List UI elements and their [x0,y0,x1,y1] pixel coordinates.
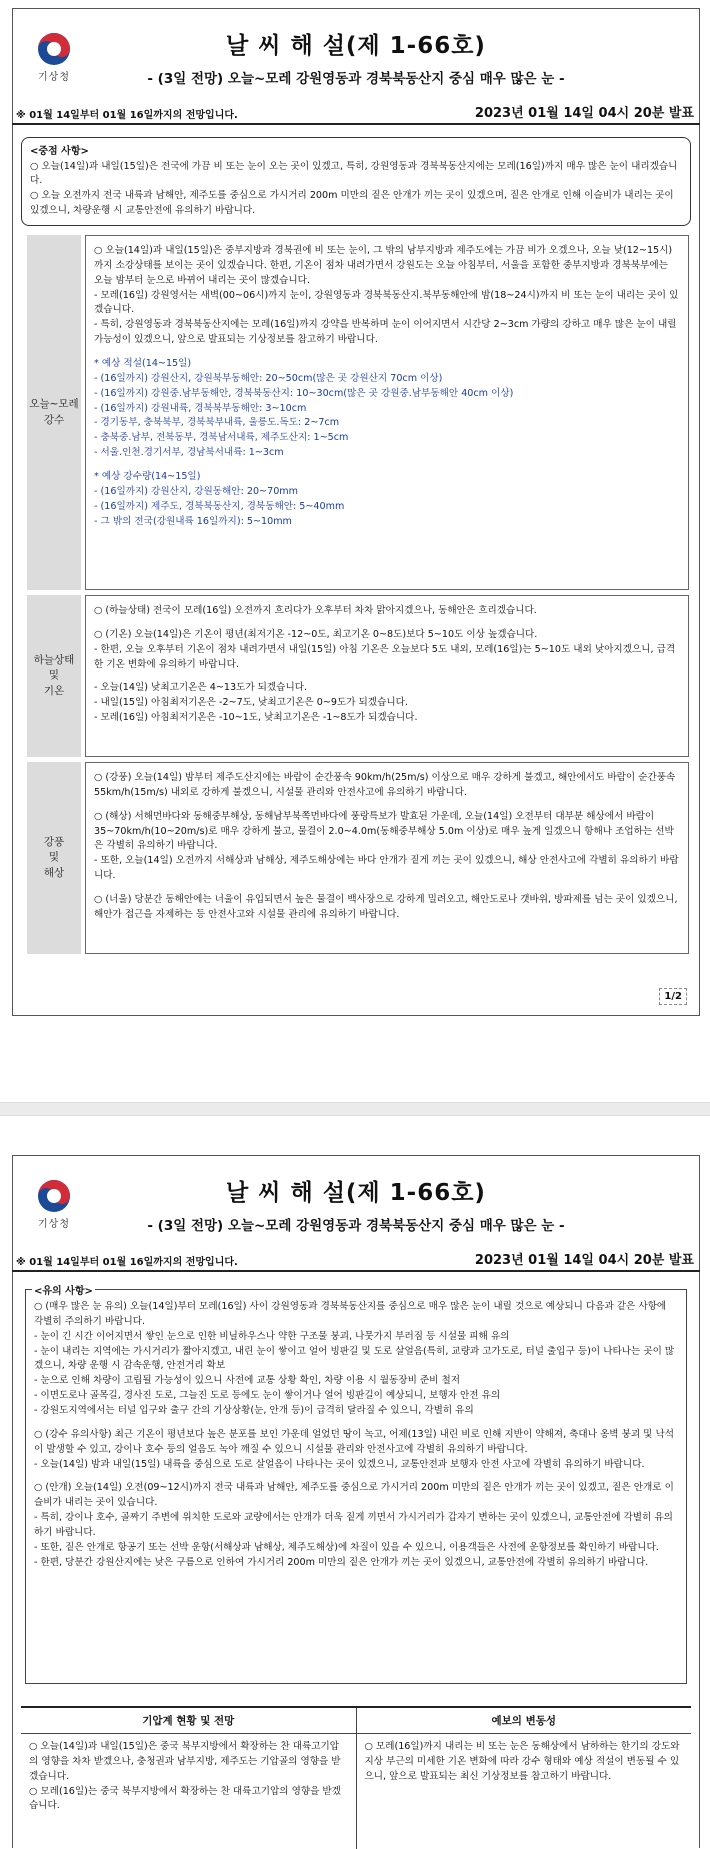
text-line: - 모레(16일) 강원영서는 새벽(00~06시)까지 눈이, 강원영동과 경북북동산지.북부동해안에 밤(18~24시)까지 비 또는 눈이 내리는 곳이 있겠습니다. [94,289,679,316]
text-line: ○ (강풍) 오늘(14일) 밤부터 제주도산지에는 바람이 순간풍속 90km/h(25m/s) 이상으로 매우 강하게 불겠고, 해안에서도 바람이 순간풍속 55km/h(15m/s) 내외로 강하게 불겠으니, 시설물 관리와 안전사고에 유의하기 바랍니다. [94,772,676,798]
spacer [94,619,680,628]
spacer [94,801,680,810]
variability-body [357,1734,692,1791]
page-gap [0,1102,710,1116]
report-subtitle: - (3일 전망) 오늘~모레 강원영동과 경북북동산지 중심 매우 많은 눈 - [147,71,565,87]
variability-item: ○ 모레(16일)까지 내리는 비 또는 눈은 동해상에서 남하하는 한기의 강도와 지상 부근의 미세한 기온 변화에 따라 강수 형태와 예상 적설이 변동될 수 있으니, 앞으로 발표되는 최신 기상정보를 참고하기 바랍니다. [364,1741,680,1782]
text-line: - 서울.인천.경기서부, 경남북서내륙: 1~3cm [94,447,284,459]
report-title: 날 씨 해 설(제 1-66호) [226,33,486,59]
section-wind-marine [27,762,689,954]
logo-label: 기상청 [38,72,70,83]
spacer [94,672,680,681]
pressure-column [21,1708,357,1849]
report-page-1 [12,8,700,1016]
text-line: ○ (기온) 오늘(14일)은 기온이 평년(최저기온 -12~0도, 최고기온 0~8도)보다 5~10도 이상 높겠습니다. [94,628,538,640]
report-subtitle: - (3일 전망) 오늘~모레 강원영동과 경북북동산지 중심 매우 많은 눈 - [147,1218,565,1234]
text-line: * 예상 적설(14~15일) [94,358,192,370]
section-sky-temperature [27,595,689,757]
section-label [27,595,81,757]
text-line: - (16일까지) 강원중.남부동해안, 경북북동산지: 10~30cm(많은 곳 강원중.남부동해안 40cm 이상) [94,387,514,399]
section-precipitation [27,235,689,590]
text-line: ○ 오늘(14일)과 내일(15일)은 중부지방과 경북권에 비 또는 눈이, 그 밖의 남부지방과 제주도에는 가끔 비가 오겠으나, 오늘 낮(12~15시)까지 소강상태를 보이는 곳이 있겠습니다. 한편, 기온이 점차 내려가면서 강원도는 오늘 아침부터, 서울을 포함한 중부지방과 경북북부에는 오늘 밤부터 눈으로 바뀌어 내리는 곳이 많겠습니다. [94,245,673,286]
meta-row [12,105,700,125]
page-number: 1/2 [659,988,687,1006]
report-header [13,9,699,105]
focus-title: <중점 사항> [30,146,89,157]
text-line: ○ (강수 유의사항) 최근 기온이 평년보다 높은 분포를 보인 가운데 얼었던 땅이 녹고, 어제(13일) 내린 비로 인해 지반이 약해져, 축대나 옹벽 붕괴 및 낙석이 발생할 수 있고, 강이나 호수 등의 얼음도 녹아 깨질 수 있으니 시설물 관리와 안전사고에 각별히 유의하기 바랍니다. [34,1428,675,1455]
variability-head: 예보의 변동성 [357,1708,692,1734]
text-line: ○ (해상) 서해먼바다와 동해중부해상, 동해남부북쪽먼바다에 풍랑특보가 발효된 가운데, 오늘(14일) 오전부터 대부분 해상에서 바람이 35~70km/h(10~20m/s)로 매우 강하게 불고, 물결이 2.0~4.0m(동해중부해상 5.0m 이상)로 매우 높게 일겠으니 항해나 조업하는 선박은 각별히 유의하기 바랍니다. [94,810,674,852]
report-page-2 [12,1155,700,1848]
pressure-head: 기압계 현황 및 전망 [21,1708,356,1734]
spacer [94,884,680,893]
text-line: ○ (매우 많은 눈 유의) 오늘(14일)부터 모레(16일) 사이 강원영동과 경북북동산지를 중심으로 매우 많은 눈이 내릴 것으로 예상되니 다음과 같은 사항에 각별히 주의하기 바랍니다. [34,1301,667,1327]
pressure-item: ○ 모레(16일)는 중국 북부지방에서 확장하는 찬 대륙고기압의 영향을 받겠습니다. [29,1785,341,1812]
logo-label: 기상청 [38,1219,70,1230]
text-line: - (16일까지) 제주도, 경북북동산지, 경북동해안: 5~40mm [94,500,345,512]
text-line: - 경기동부, 충북북부, 경북북부내륙, 울릉도.독도: 2~7cm [94,417,340,429]
spacer [34,1419,678,1428]
section-body [85,595,689,757]
caution-body [34,1300,678,1571]
spacer [34,1472,678,1481]
text-line: - 강원도지역에서는 터널 입구와 출구 간의 기상상황(눈, 안개 등)이 급격히 달라질 수 있으니, 각별히 유의 [34,1405,474,1417]
text-line: - 내일(15일) 아침최저기온은 -2~7도, 낮최고기온은 0~9도가 되겠습니다. [94,697,408,709]
text-line: ○ (하늘상태) 전국이 모레(16일) 오전까지 흐리다가 오후부터 차차 맑아지겠으나, 동해안은 흐리겠습니다. [94,605,537,616]
meta-row [12,1252,700,1272]
section-label-text: 강풍 및 해상 [43,836,65,879]
text-line: - (16일까지) 강원산지, 강원북부동해안: 20~50cm(많은 곳 강원산지 70cm 이상) [94,372,443,384]
section-label-text: 하늘상태 및 기온 [33,654,75,697]
issued-time: 2023년 01월 14일 04시 20분 발표 [474,1253,694,1268]
variability-column [357,1708,692,1849]
section-label [27,235,81,590]
text-line: - 또한, 짙은 안개로 항공기 또는 선박 운항(서해상과 남해상, 제주도해상)에 차질이 있을 수 있으니, 이용객들은 사전에 운항정보를 확인하기 바랍니다. [34,1541,659,1553]
text-line: - 모레(16일) 아침최저기온은 -10~1도, 낮최고기온은 -1~8도가 되겠습니다. [94,712,418,724]
section-label-text: 오늘~모레 강수 [29,398,79,426]
focus-item: ○ 오늘(14일)과 내일(15일)은 전국에 가끔 비 또는 눈이 오는 곳이 있겠고, 특히, 강원영동과 경북북동산지에는 모레(16일)까지 매우 많은 눈이 내리겠습니다. [30,160,678,187]
spacer [94,348,680,357]
text-line: - 이면도로나 골목길, 경사진 도로, 그늘진 도로 등에도 눈이 쌓이거나 얼어 빙판길이 예상되니, 보행자 안전 유의 [34,1390,501,1402]
caution-title: <유의 사항> [32,1284,95,1300]
report-header [13,1156,699,1252]
focus-box [21,137,691,226]
text-line: - 오늘(14일) 밤과 내일(15일) 내륙을 중심으로 도로 살얼음이 나타나는 곳이 있겠으니, 교통안전과 보행자 안전 사고에 각별히 유의하기 바랍니다. [34,1458,645,1470]
text-line: - (16일까지) 강원산지, 강원동해안: 20~70mm [94,485,298,497]
text-line: - 눈으로 인해 차량이 고립될 가능성이 있으니 사전에 교통 상황 확인, 차량 이용 시 월동장비 준비 철저 [34,1375,461,1387]
text-line: - 한편, 오늘 오후부터 기온이 점차 내려가면서 내일(15일) 아침 기온은 오늘보다 5도 내외, 모레(16일)는 5~10도 내외 낮아지겠으니, 급격한 기온 변화에 유의하기 바랍니다. [94,643,676,670]
text-line: - 특히, 강원영동과 경북북동산지에는 모레(16일)까지 강약을 반복하며 눈이 이어지면서 시간당 2~3cm 가량의 강하고 매우 많은 눈이 내릴 가능성이 있겠으니, 앞으로 발표되는 기상정보를 참고하기 바랍니다. [94,319,677,346]
pressure-body [21,1734,356,1820]
spacer [94,461,680,470]
text-line: - 특히, 강이나 호수, 골짜기 주변에 위치한 도로와 교량에서는 안개가 더욱 짙게 끼면서 가시거리가 갑자기 변하는 곳이 있겠으니, 교통안전에 각별히 유의하기 바랍니다. [34,1512,673,1539]
text-line: - 눈이 내리는 지역에는 가시거리가 짧아지겠고, 내린 눈이 쌓이고 얼어 빙판길 및 도로 살얼음(특히, 교량과 고가도로, 터널 출입구 등)이 나타나는 곳이 많겠으니, 차량 운행 시 감속운행, 안전거리 확보 [34,1345,675,1372]
pressure-item: ○ 오늘(14일)과 내일(15일)은 중국 북부지방에서 확장하는 찬 대륙고기압의 영향을 차차 받겠으나, 충청권과 남부지방, 제주도는 기압골의 영향을 받겠습니다. [29,1741,341,1782]
text-line: - 충북중.남부, 전북동부, 경북남서내륙, 제주도산지: 1~5cm [94,432,349,444]
text-line: ○ (안개) 오늘(14일) 오전(09~12시)까지 전국 내륙과 남해안, 제주도를 중심으로 가시거리 200m 미만의 짙은 안개가 끼는 곳이 있겠고, 짙은 안개로 이슬비가 내리는 곳이 있습니다. [34,1482,674,1509]
text-line: - 오늘(14일) 낮최고기온은 4~13도가 되겠습니다. [94,682,308,694]
text-line: - 또한, 오늘(14일) 오전까지 서해상과 남해상, 제주도해상에는 바다 안개가 짙게 끼는 곳이 있겠으니, 해상 안전사고에 각별히 유의하기 바랍니다. [94,855,679,882]
period-note: ※ 01월 14일부터 01월 16일까지의 전망입니다. [16,1257,238,1268]
text-line: ○ (너울) 당분간 동해안에는 너울이 유입되면서 높은 물결이 백사장으로 강하게 밀려오고, 해안도로나 갯바위, 방파제를 넘는 곳이 있겠으니, 해안가 접근을 자제하는 등 안전사고와 시설물 관리에 유의하기 바랍니다. [94,894,678,920]
text-line: - (16일까지) 강원내륙, 경북북부동해안: 3~10cm [94,402,307,414]
text-line: * 예상 강수량(14~15일) [94,471,201,483]
section-body [85,235,689,590]
text-line: - 한편, 당분간 강원산지에는 낮은 구름으로 인하여 가시거리 200m 미만의 짙은 안개가 끼는 곳이 있겠으니, 교통안전에 각별히 유의하기 바랍니다. [34,1556,649,1568]
focus-item: ○ 오늘 오전까지 전국 내륙과 남해안, 제주도를 중심으로 가시거리 200m 미만의 짙은 안개가 끼는 곳이 있겠으며, 짙은 안개로 인해 이슬비가 내리는 곳이 있겠으니, 차량운행 시 교통안전에 유의하기 바랍니다. [30,190,674,217]
report-title: 날 씨 해 설(제 1-66호) [226,1180,486,1206]
issued-time: 2023년 01월 14일 04시 20분 발표 [474,106,694,121]
text-line: - 그 밖의 전국(강원내륙 16일까지): 5~10mm [94,515,292,527]
section-body [85,762,689,954]
text-line: - 눈이 긴 시간 이어지면서 쌓인 눈으로 인한 비닐하우스나 약한 구조물 붕괴, 나뭇가지 부러짐 등 시설물 피해 유의 [34,1330,510,1342]
outlook-table [21,1706,691,1849]
period-note: ※ 01월 14일부터 01월 16일까지의 전망입니다. [16,110,238,121]
section-label [27,762,81,954]
caution-box [25,1286,687,1684]
